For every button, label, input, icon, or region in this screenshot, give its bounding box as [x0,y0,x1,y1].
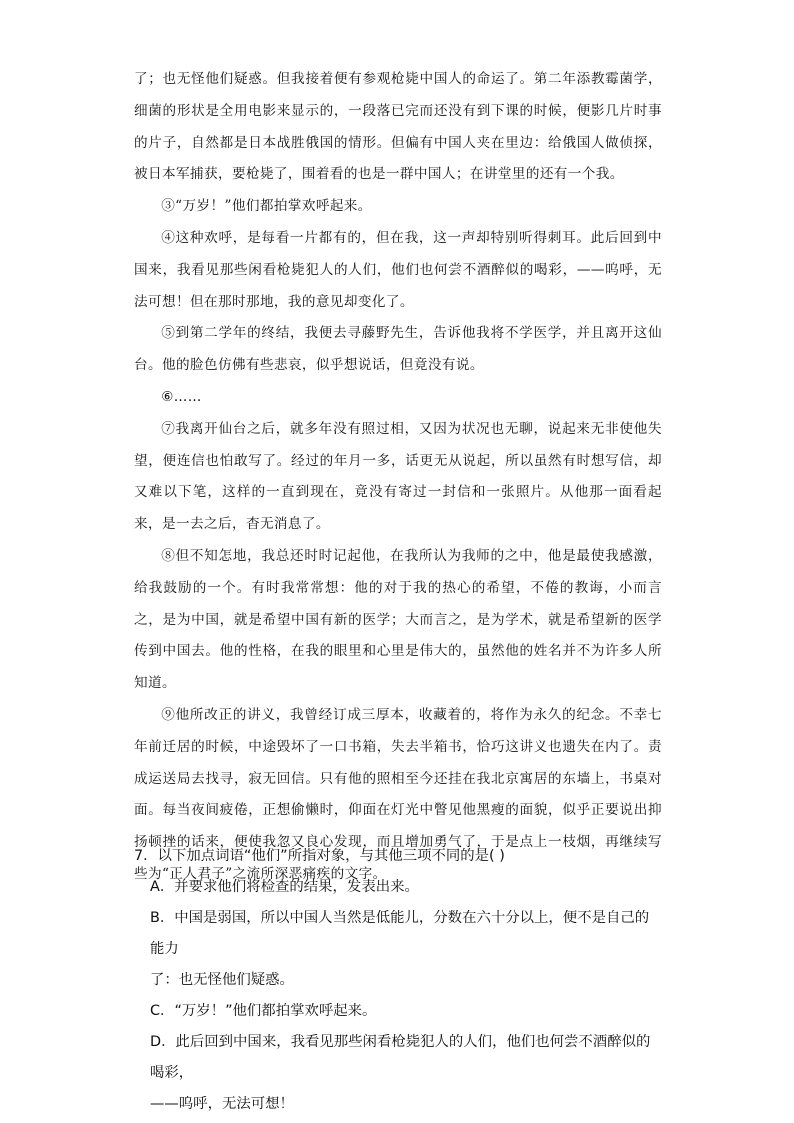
question-7 [134,841,662,1120]
option-b-continued: 了：也无怪他们疑惑。 [150,972,294,988]
passage-paragraph-9: ⑨他所改正的讲义，我曾经订成三厚本，收藏着的，将作为永久的纪念。不幸七年前迁居的时候，中途毁坏了一口书箱，失去半箱书，恰巧这讲义也遗失在内了。责成运送局去找寻，寂无回信。只有他的照相至今还挂在我北京寓居的东墙上，书桌对面。每当夜间疲倦，正想偷懒时，仰面在灯光中瞥见他黑瘦的面貌，似乎正要说出抑扬顿挫的话来，便使我忽又良心发现，而且增加勇气了，于是点上一枝烟，再继续写些为“正人君子”之流所深恶痛疾的文字。 [134,706,662,882]
option-c: C．“万岁！”他们都拍掌欢呼起来。 [150,1003,377,1019]
option-a: A．并要求他们将检查的结果，发表出来。 [150,879,419,895]
passage-paragraph-8: ⑧但不知怎地，我总还时时记起他，在我所认为我师的之中，他是最使我感激，给我鼓励的一个。有时我常常想：他的对于我的热心的希望，不倦的教诲，小而言之，是为中国，就是希望中国有新的医学；大而言之，是为学术，就是希望新的医学传到中国去。他的性格，在我的眼里和心里是伟大的，虽然他的姓名并不为许多人所知道。 [134,547,662,692]
option-d: D．此后回到中国来，我看见那些闲看枪毙犯人的人们，他们也何尝不酒醉似的喝彩， [150,1034,651,1081]
passage-paragraph-continued: 了；也无怪他们疑惑。但我接着便有参观枪毙中国人的命运了。第二年添教霉菌学，细菌的形状是全用电影来显示的，一段落已完而还没有到下课的时候，便影几片时事的片子，自然都是日本战胜俄国的情形。但偏有中国人夹在里边：给俄国人做侦探，被日本军捕获，要枪毙了，围着看的也是一群中国人；在讲堂里的还有一个我。 [134,71,662,183]
passage-paragraph-5: ⑤到第二学年的终结，我便去寻藤野先生，告诉他我将不学医学，并且离开这仙台。他的脸色仿佛有些悲哀，似乎想说话，但竟没有说。 [134,325,662,374]
option-b: B．中国是弱国，所以中国人当然是低能儿，分数在六十分以上，便不是自己的能力 [150,910,650,957]
question-stem: 7．以下加点词语“他们”所指对象，与其他三项不同的是( ) [134,848,505,864]
option-d-continued: ——呜呼，无法可想！ [150,1096,294,1112]
passage-paragraph-4: ④这种欢呼，是每看一片都有的，但在我，这一声却特别听得刺耳。此后回到中国来，我看见那些闲看枪毙犯人的人们，他们也何尝不酒醉似的喝彩，——呜呼，无法可想！但在那时那地，我的意见却变化了。 [134,229,662,310]
reading-passage [134,64,662,891]
passage-paragraph-3: ③“万岁！”他们都拍掌欢呼起来。 [161,198,372,215]
passage-paragraph-7: ⑦我离开仙台之后，就多年没有照过相，又因为状况也无聊，说起来无非使他失望，便连信也怕敢写了。经过的年月一多，话更无从说起，所以虽然有时想写信，却又难以下笔，这样的一直到现在，竟没有寄过一封信和一张照片。从他那一面看起来，是一去之后，杳无消息了。 [134,420,662,533]
passage-paragraph-6: ⑥…… [161,388,202,405]
